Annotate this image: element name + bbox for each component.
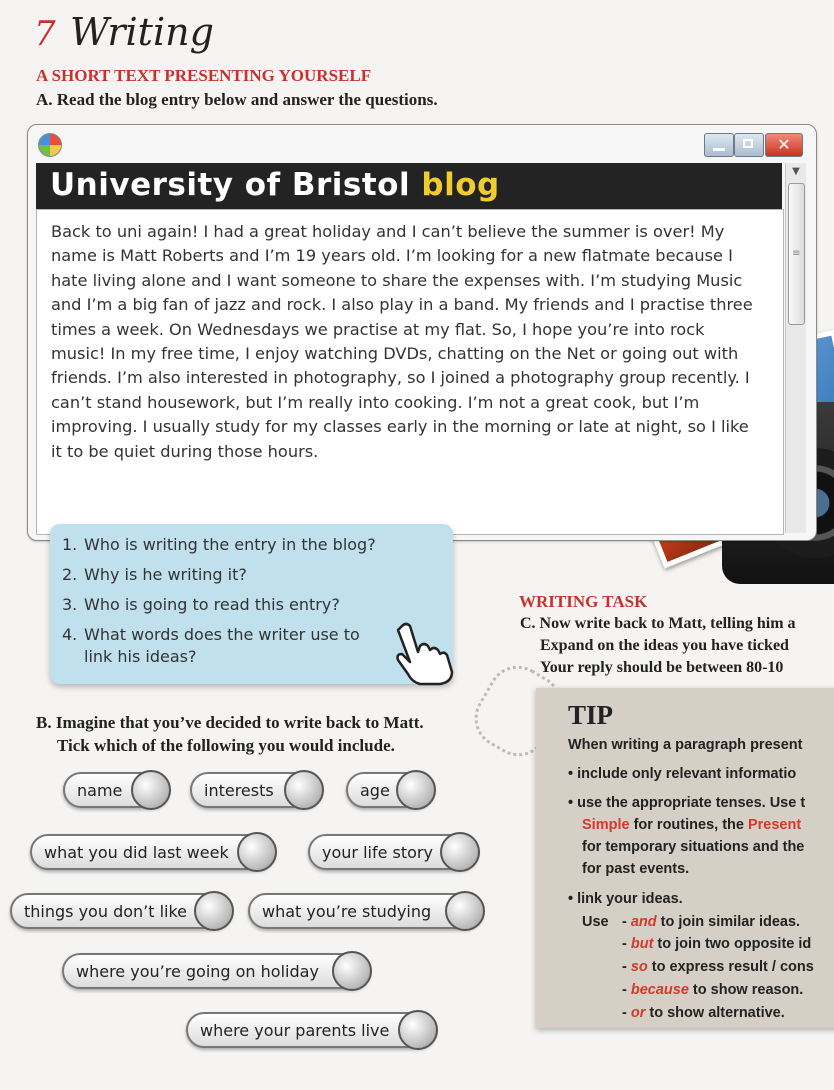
option-label: age (360, 780, 390, 800)
minimize-button[interactable] (704, 133, 734, 157)
option-age[interactable] (346, 772, 434, 808)
question-number: 3. (62, 595, 78, 614)
linker-word: but (630, 936, 654, 952)
option-label: where your parents live (200, 1020, 390, 1040)
pointing-hand-icon (388, 618, 458, 688)
tick-circle[interactable] (396, 770, 436, 810)
linker-and: - and to join similar ideas. (622, 914, 801, 930)
option-holiday[interactable] (62, 953, 370, 989)
linker-use: to show alternative. (645, 1005, 785, 1021)
tip-bullet-text: include only relevant informatio (577, 766, 797, 782)
tip-card (536, 688, 834, 1028)
question-text: Who is writing the entry in the blog? (84, 535, 376, 554)
option-label: what you’re studying (262, 901, 432, 921)
question-item (62, 564, 433, 586)
question-number: 4. (62, 625, 78, 644)
section-title: A SHORT TEXT PRESENTING YOURSELF (36, 66, 372, 85)
option-life-story[interactable] (308, 834, 478, 870)
linker-use: to express result / cons (647, 959, 814, 975)
option-last-week[interactable] (30, 834, 275, 870)
tick-circle[interactable] (237, 832, 277, 872)
question-text: Who is going to read this entry? (84, 595, 340, 614)
blog-content (36, 209, 784, 535)
close-button[interactable]: ✕ (765, 133, 803, 157)
linker-word: or (630, 1005, 646, 1021)
writing-task-line: Your reply should be between 80-10 (540, 659, 784, 676)
chapter-number: 7 (34, 14, 56, 54)
blog-header (36, 163, 782, 209)
tick-circle[interactable] (398, 1010, 438, 1050)
blog-title-accent: blog (421, 167, 500, 203)
scroll-thumb[interactable]: ≡ (788, 183, 805, 325)
scroll-up-icon[interactable]: ▼ (792, 166, 800, 177)
blog-title (50, 167, 500, 203)
option-label: interests (204, 780, 274, 800)
linker-word: so (630, 959, 648, 975)
tip-bullet-line (582, 814, 801, 836)
tick-circle[interactable] (440, 832, 480, 872)
tip-bullet-line: for temporary situations and the (582, 839, 805, 855)
linker-because: - because to show reason. (622, 982, 804, 998)
writing-task-title: WRITING TASK (519, 592, 648, 611)
writing-task-line: C. Now write back to Matt, telling him a (520, 615, 796, 632)
linker-use: to show reason. (688, 982, 804, 998)
option-label: what you did last week (44, 842, 229, 862)
tip-bullet: • link your ideas. (568, 891, 683, 907)
browser-logo-icon (38, 133, 62, 157)
tense-present: Present (747, 817, 802, 833)
option-parents[interactable] (186, 1012, 436, 1048)
tip-bullet-line: for past events. (582, 861, 690, 877)
option-studying[interactable] (248, 893, 483, 929)
question-text: What words does the writer use to link his ideas? (84, 625, 360, 666)
question-number: 1. (62, 535, 78, 554)
instruction-b-line2: Tick which of the following you would include. (57, 736, 395, 755)
blog-window (27, 124, 817, 541)
instruction-b: B. Imagine that you’ve decided to write back to Matt. (36, 713, 424, 732)
tick-circle[interactable] (445, 891, 485, 931)
linker-or: - or to show alternative. (622, 1005, 785, 1021)
linker-word: and (630, 914, 657, 930)
writing-task-line: Expand on the ideas you have ticked (540, 637, 789, 654)
blog-entry-text: Back to uni again! I had a great holiday and I can’t believe the summer is over! My name is Matt Roberts and I’m 19 years old. I’m looking for a new flatmate because I hate living alone and I want someone to share the expenses with. I’m studying Music and I’m a big fan of jazz and rock. I also play in a band. My friends and I practise three times a week. On Wednesdays we practise at my flat. So, I hope you’re into rock music! In my free time, I enjoy watching DVDs, chatting on the Net or going out with friends. I’m also interested in photography, so I joined a photography group recently. I can’t stand housework, but I’m really into cooking. I’m not a great cook, but I’m improving. I usually study for my classes early in the morning or late at night, so I like it to be quiet during those hours. (51, 222, 753, 461)
linker-but: - but to join two opposite id (622, 936, 812, 952)
option-interests[interactable] (190, 772, 322, 808)
maximize-button[interactable] (734, 133, 764, 157)
option-name[interactable] (63, 772, 169, 808)
option-label: name (77, 780, 123, 800)
tick-circle[interactable] (284, 770, 324, 810)
option-label: where you’re going on holiday (76, 961, 319, 981)
linker-use: to join similar ideas. (656, 914, 801, 930)
linker-word: because (630, 982, 689, 998)
questions-list (62, 534, 433, 676)
tick-circle[interactable] (131, 770, 171, 810)
question-number: 2. (62, 565, 78, 584)
tense-simple: Simple (582, 817, 630, 833)
tip-title: TIP (568, 700, 614, 730)
chapter-title: Writing (70, 10, 214, 54)
tip-bullet: • use the appropriate tenses. Use t (568, 795, 806, 811)
tick-circle[interactable] (194, 891, 234, 931)
tick-circle[interactable] (332, 951, 372, 991)
instruction-a: A. Read the blog entry below and answer the questions. (36, 90, 438, 109)
blog-title-main: University of Bristol (50, 167, 411, 203)
question-item (62, 534, 433, 556)
tip-text: for routines, the (629, 817, 748, 833)
question-item (62, 624, 433, 668)
option-dont-like[interactable] (10, 893, 232, 929)
tip-bullet-text: link your ideas. (577, 891, 683, 907)
option-label: your life story (322, 842, 433, 862)
question-text: Why is he writing it? (84, 565, 247, 584)
scrollbar[interactable] (785, 163, 806, 533)
linker-so: - so to express result / cons (622, 959, 814, 975)
question-item (62, 594, 433, 616)
linker-use: to join two opposite id (653, 936, 812, 952)
option-label: things you don’t like (24, 901, 188, 921)
tip-intro: When writing a paragraph present (568, 737, 803, 753)
tip-bullet: • include only relevant informatio (568, 766, 797, 782)
tip-bullet-text: use the appropriate tenses. Use t (577, 795, 806, 811)
tip-use-label: Use (582, 914, 609, 930)
